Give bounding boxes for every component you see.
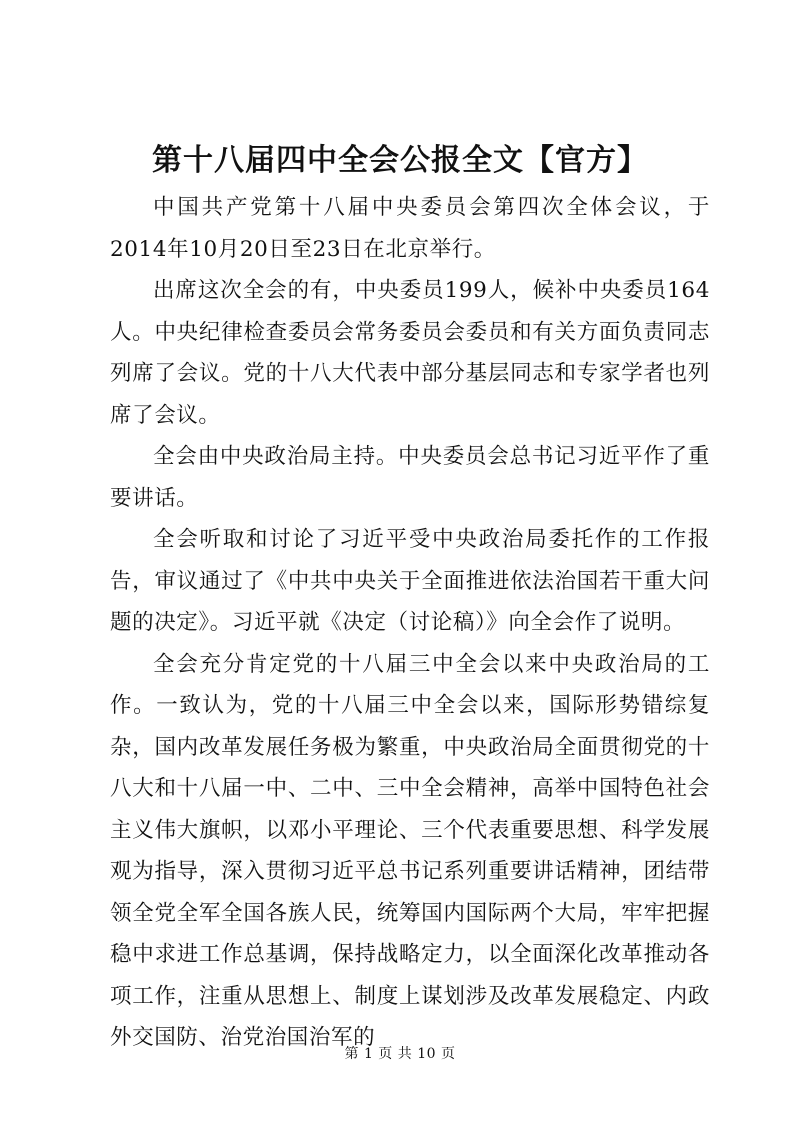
paragraph-5: 全会充分肯定党的十八届三中全会以来中央政治局的工作。一致认为，党的十八届三中全会以来，国际形势错综复杂，国内改革发展任务极为繁重，中央政治局全面贯彻党的十八大和十八届一中、二中、三中全会精神，高举中国特色社会主义伟大旗帜，以邓小平理论、三个代表重要思想、科学发展观为指导，深入贯彻习近平总书记系列重要讲话精神，团结带领全党全军全国各族人民，统筹国内国际两个大局，牢牢把握稳中求进工作总基调，保持战略定力，以全面深化改革推动各项工作，注重从思想上、制度上谋划涉及改革发展稳定、内政外交国防、治党治国治军的	[110, 651, 710, 1050]
paragraph-1: 中国共产党第十八届中央委员会第四次全体会议，于2014年10月20日至23日在北京举行。	[110, 195, 710, 262]
document-title: 第十八届四中全会公报全文【官方】	[152, 143, 648, 178]
paragraph-3: 全会由中央政治局主持。中央委员会总书记习近平作了重要讲话。	[110, 444, 710, 511]
paragraph-4: 全会听取和讨论了习近平受中央政治局委托作的工作报告，审议通过了《中共中央关于全面推进依法治国若干重大问题的决定》。习近平就《决定（讨论稿）》向全会作了说明。	[110, 527, 710, 635]
document-body	[110, 187, 710, 1059]
page-footer: 第 1 页 共 10 页	[344, 1046, 456, 1062]
paragraph-2: 出席这次全会的有，中央委员199人，候补中央委员164人。中央纪律检查委员会常务委员会委员和有关方面负责同志列席了会议。党的十八大代表中部分基层同志和专家学者也列席了会议。	[110, 278, 710, 428]
